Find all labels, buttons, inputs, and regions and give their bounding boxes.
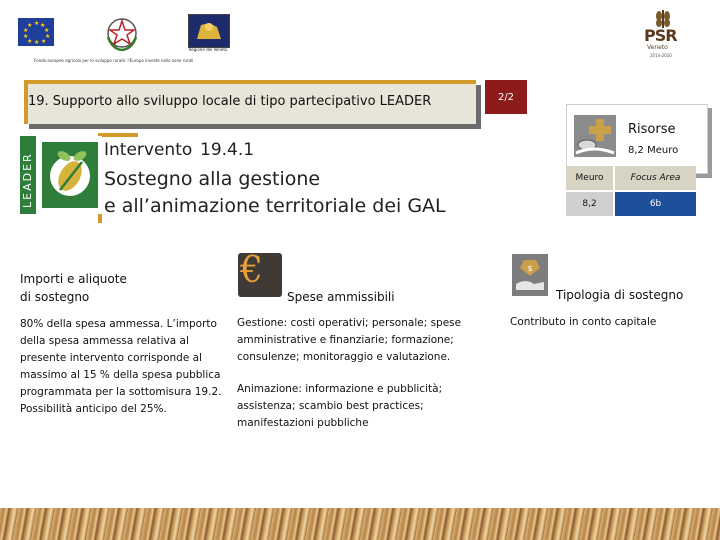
italy-emblem-logo	[104, 15, 140, 53]
page-indicator: 2/2	[485, 80, 527, 114]
spese-heading: Spese ammissibili	[287, 290, 395, 304]
eafrd-caption: Fondo europeo agricolo per lo sviluppo rurale: l'Europa investe nelle zone rurali	[34, 58, 194, 63]
intervention-label: Intervento	[104, 140, 193, 160]
psr-logo-region: Veneto	[647, 44, 668, 51]
importi-heading-line2: di sostegno	[20, 290, 90, 304]
veneto-lion-logo	[188, 14, 230, 48]
measure-title: 19. Supporto allo sviluppo locale di tipo partecipativo LEADER	[28, 94, 432, 109]
intervention-title	[104, 166, 504, 220]
hand-coin-icon	[512, 254, 548, 296]
resources-title: Risorse	[628, 122, 676, 137]
intervention-code: 19.4.1	[200, 140, 255, 160]
resources-value-meuro: 8,2	[566, 191, 614, 216]
spese-gestione-text: Gestione: costi operativi; personale; spese amministrative e finanziarie; formazione; consulenze; monitoraggio e valutazione.	[237, 317, 462, 363]
intervention-title-line1: Sostegno alla gestione	[104, 168, 321, 190]
resources-header-meuro: Meuro	[566, 166, 614, 191]
coins-plus-icon	[574, 115, 616, 157]
resources-value-focus-area: 6b	[614, 191, 696, 216]
euro-icon-symbol: €	[240, 250, 263, 291]
leader-logo	[20, 136, 102, 214]
importi-heading-line1: Importi e aliquote	[20, 272, 127, 286]
importi-heading	[20, 270, 220, 306]
importi-text: 80% della spesa ammessa. L’importo della spesa ammessa relativa al presente intervento corrisponde al massimo al 15 % della spesa pubblica programmata per la sottomisura 19.2. Possibilità anticipo del 25%.	[20, 318, 222, 415]
psr-logo-title: PSR	[644, 26, 677, 45]
resources-amount: 8,2 Meuro	[628, 145, 679, 156]
resources-header-focus-area: Focus Area	[614, 166, 696, 191]
gold-bracket-horizontal	[98, 133, 138, 137]
resources-table	[566, 166, 696, 216]
tipologia-heading: Tipologia di sostegno	[556, 288, 684, 302]
eu-flag-logo: ★ ★ ★ ★ ★ ★ ★ ★ ★ ★	[18, 18, 54, 46]
psr-logo-years: 2014-2020	[650, 53, 672, 58]
svg-text:$: $	[527, 264, 533, 273]
spese-animazione-text: Animazione: informazione e pubblicità; assistenza; scambio best practices; manifestazioni pubbliche	[237, 383, 443, 429]
svg-text:LEADER: LEADER	[21, 152, 34, 208]
wheat-field-strip	[0, 508, 720, 540]
veneto-caption: Regione del Veneto	[188, 47, 228, 52]
tipologia-text: Contributo in conto capitale	[510, 316, 657, 328]
intervention-title-line2: e all’animazione territoriale dei GAL	[104, 195, 446, 217]
